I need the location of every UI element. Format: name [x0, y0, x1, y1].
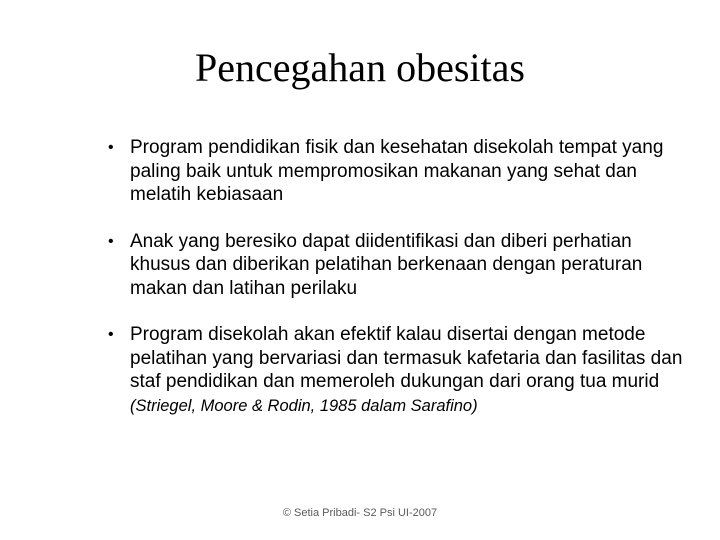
footer-credit: © Setia Pribadi- S2 Psi UI-2007	[282, 507, 438, 519]
bullet-item	[108, 323, 688, 418]
slide-title: Pencegahan obesitas	[195, 45, 525, 90]
bullet-dot-icon: •	[108, 139, 114, 156]
bullet-text: Program pendidikan fisik dan kesehatan disekolah tempat yang paling baik untuk mempromosikan makanan yang sehat dan melatih kebiasaan	[130, 137, 664, 205]
bullet-text: Program disekolah akan efektif kalau disertai dengan metode pelatihan yang bervariasi dan termasuk kafetaria dan fasilitas dan staf pendidikan dan memeroleh dukungan dari orang tua murid	[130, 324, 683, 392]
bullet-list	[108, 136, 688, 418]
bullet-dot-icon: •	[108, 232, 114, 250]
bullet-citation: (Striegel, Moore & Rodin, 1985 dalam Sarafino)	[130, 396, 478, 415]
bullet-item	[108, 230, 688, 301]
bullet-text: Anak yang beresiko dapat diidentifikasi dan diberi perhatian khusus dan diberikan pelatihan berkenaan dengan peraturan makan dan latihan perilaku	[130, 230, 643, 299]
bullet-dot-icon: •	[108, 326, 114, 343]
bullet-item	[108, 136, 688, 207]
